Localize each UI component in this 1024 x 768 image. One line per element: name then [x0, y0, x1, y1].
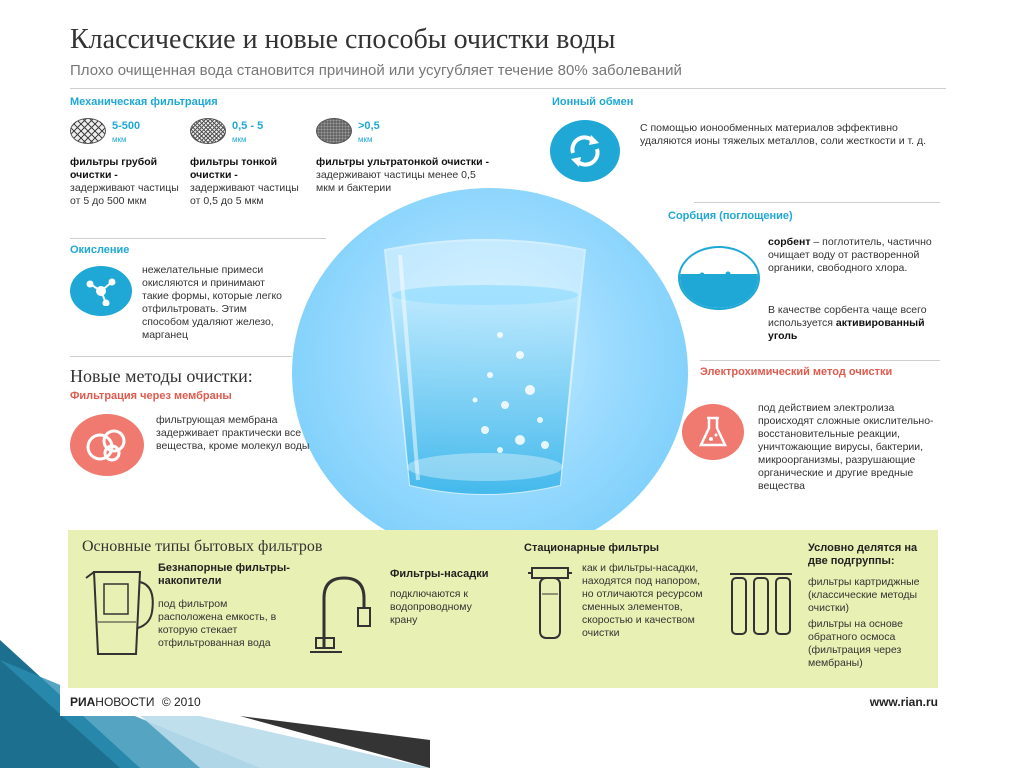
membrane-icon: [70, 414, 144, 476]
pitcher-icon: [80, 562, 160, 662]
ultra-mesh-icon: [316, 118, 352, 144]
coarse-size: 5-500: [112, 120, 141, 132]
ria-logo: [70, 695, 201, 709]
ultra-unit: мкм: [358, 135, 373, 144]
electro-text: под действием электролиза происходят сложные окислительно-восстановительные реакции, уничтожающие вирусы, бактерии, микроорганизмы, разрушающие органические и другие вредные вещества: [758, 402, 934, 492]
pitcher-name: Безнапорные фильтры-накопители: [158, 562, 290, 587]
pitcher-desc: под фильтром расположена емкость, в которую стекает отфильтрованная вода: [158, 598, 277, 649]
ion-text: С помощью ионообменных материалов эффективно удаляются ионы тяжелых металлов, соли жесткости и т. д.: [640, 122, 927, 147]
new-methods-heading: Новые методы очистки:: [70, 366, 253, 386]
flask-icon: [682, 404, 744, 460]
stationary-filter-icon: [528, 564, 572, 644]
fine-unit: мкм: [232, 135, 247, 144]
molecule-icon: [70, 266, 132, 316]
mechanical-heading: Механическая фильтрация: [70, 96, 218, 108]
page-subtitle: Плохо очищенная вода становится причиной или усугубляет течение 80% заболеваний: [70, 62, 682, 79]
sorption-heading: Сорбция (поглощение): [668, 210, 793, 222]
coarse-mesh-icon: [70, 118, 106, 144]
sorbent-desc: – поглотитель, частично очищает воду от растворенной органики, свободного хлора.: [768, 236, 932, 274]
activated-carbon: активированный уголь: [768, 317, 925, 342]
tap-icon: [306, 568, 376, 658]
ultra-filter-desc: задерживают частицы менее 0,5 мкм и бактерии: [316, 169, 476, 194]
page-title: Классические и новые способы очистки воды: [70, 24, 616, 55]
exchange-icon: [550, 120, 620, 182]
ultra-filter-text: [316, 156, 492, 195]
sorption-text-2: [768, 304, 938, 343]
ion-heading: Ионный обмен: [552, 96, 634, 108]
infographic: [60, 10, 960, 716]
membrane-text: фильтрующая мембрана задерживает практически все вещества, кроме молекул воды: [156, 414, 310, 452]
groups-item-2: фильтры на основе обратного осмоса (фильтрация через мембраны): [808, 618, 903, 669]
stationary-desc: как и фильтры-насадки, находятся под напором, но отличаются ресурсом сменных элементов, скоростью и качеством очистки: [582, 562, 703, 639]
membrane-heading: Фильтрация через мембраны: [70, 390, 232, 402]
water-glass-icon: [380, 235, 590, 505]
coarse-unit: мкм: [112, 135, 127, 144]
stationary-name: Стационарные фильтры: [524, 542, 660, 554]
groups-item-1: фильтры картриджные (классические методы очистки): [808, 576, 920, 614]
tap-name: Фильтры-насадки: [390, 568, 489, 580]
divider: [694, 202, 940, 203]
logo-bold: РИА: [70, 695, 96, 709]
sorbent-term: сорбент: [768, 236, 811, 248]
tap-desc: подключаются к водопроводному крану: [390, 588, 472, 626]
fine-size: 0,5 - 5: [232, 120, 264, 132]
electro-heading: Электрохимический метод очистки: [700, 366, 893, 378]
sorption-icon: [678, 246, 760, 310]
site-url: www.rian.ru: [869, 695, 938, 709]
sorbent-usage: В качестве сорбента чаще всего используется: [768, 304, 927, 329]
fine-filter-name: фильтры тонкой очистки -: [190, 156, 278, 181]
fine-filter-desc: задерживают частицы от 0,5 до 5 мкм: [190, 182, 299, 207]
coarse-filter-name: фильтры грубой очистки -: [70, 156, 158, 181]
logo-rest: НОВОСТИ: [95, 695, 155, 709]
groups-name: Условно делятся на две подгруппы:: [808, 542, 918, 567]
divider: [70, 356, 292, 357]
sorption-text: [768, 236, 938, 275]
ultra-filter-name: фильтры ультратонкой очистки -: [316, 156, 490, 168]
oxidation-heading: Окисление: [70, 244, 130, 256]
household-heading: Основные типы бытовых фильтров: [82, 538, 323, 555]
divider: [70, 88, 946, 89]
coarse-filter-text: [70, 156, 182, 208]
copyright: © 2010: [161, 695, 201, 709]
ultra-size: >0,5: [358, 120, 380, 132]
reverse-osmosis-icon: [728, 566, 794, 646]
household-filters-band: [68, 530, 938, 688]
oxidation-text: нежелательные примеси окисляются и принимают такие формы, которые легко отфильтровать. Этим способом удаляют железо, марганец: [142, 264, 283, 341]
fine-mesh-icon: [190, 118, 226, 144]
divider: [700, 360, 940, 361]
coarse-filter-desc: задерживают частицы от 5 до 500 мкм: [70, 182, 179, 207]
fine-filter-text: [190, 156, 302, 208]
divider: [70, 238, 326, 239]
